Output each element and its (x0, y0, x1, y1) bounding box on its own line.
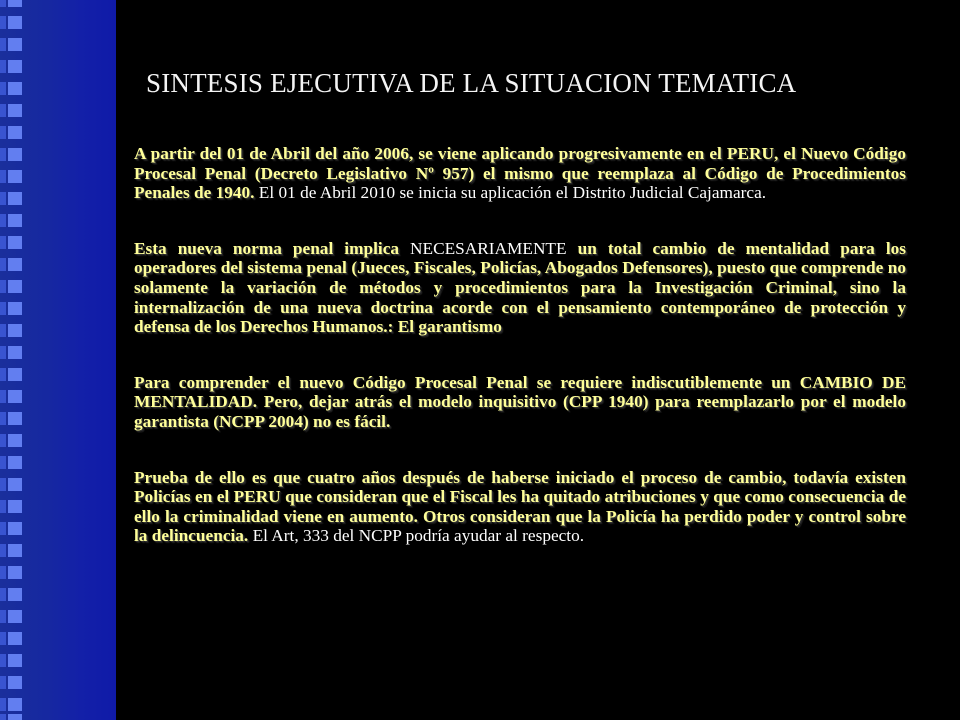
paragraph-3 (134, 373, 906, 432)
paragraph-2-bold-start: Esta nueva norma penal implica (134, 238, 400, 258)
decorative-sidebar (0, 0, 116, 720)
paragraph-1 (134, 144, 906, 203)
slide-title: SINTESIS EJECUTIVA DE LA SITUACION TEMATICA (146, 68, 797, 98)
paragraph-4-normal: El Art, 333 del NCPP podría ayudar al respecto. (248, 526, 585, 546)
paragraph-4 (134, 468, 906, 546)
paragraph-3-bold: Para comprender el nuevo Código Procesal Penal se requiere indiscutiblemente un CAMBIO DE MENTALIDAD. Pero, dejar atrás el modelo inquisitivo (CPP 1940) para reemplazarlo por el modelo garantista (NCPP 2004) no es fácil. (134, 372, 906, 431)
slide-body (134, 144, 906, 582)
paragraph-2 (134, 239, 906, 337)
paragraph-2-normal: NECESARIAMENTE (399, 238, 578, 258)
sidebar-squares-outer (0, 0, 6, 720)
sidebar-squares (8, 0, 22, 720)
paragraph-1-normal: El 01 de Abril 2010 se inicia su aplicación el Distrito Judicial Cajamarca. (254, 183, 767, 203)
paragraph-1-bold: A partir del 01 de Abril del año 2006, se viene aplicando progresivamente en el PERU, el Nuevo Código Procesal Penal (Decreto Legislativo Nº 957) el mismo que reemplaza al Código de Procedimientos Penales de 1940. (134, 144, 906, 203)
paragraph-4-bold: Prueba de ello es que cuatro años después de haberse iniciado el proceso de cambio, todavía existen Policías en el PERU que consideran que el Fiscal les ha quitado atribuciones y que como consecuencia de ello la criminalidad viene en aumento. Otros consideran que la Policía ha perdido poder y control sobre la delincuencia. (134, 467, 906, 546)
paragraph-2-bold-end: un total cambio de mentalidad para los operadores del sistema penal (Jueces, Fiscales, Policías, Abogados Defensores), puesto que comprende no solamente la variación de métodos y procedimientos para la Investigación Criminal, sino la internalización de una nueva doctrina acorde con el pensamiento contemporáneo de protección y defensa de los Derechos Humanos.: El garantismo (134, 238, 906, 337)
